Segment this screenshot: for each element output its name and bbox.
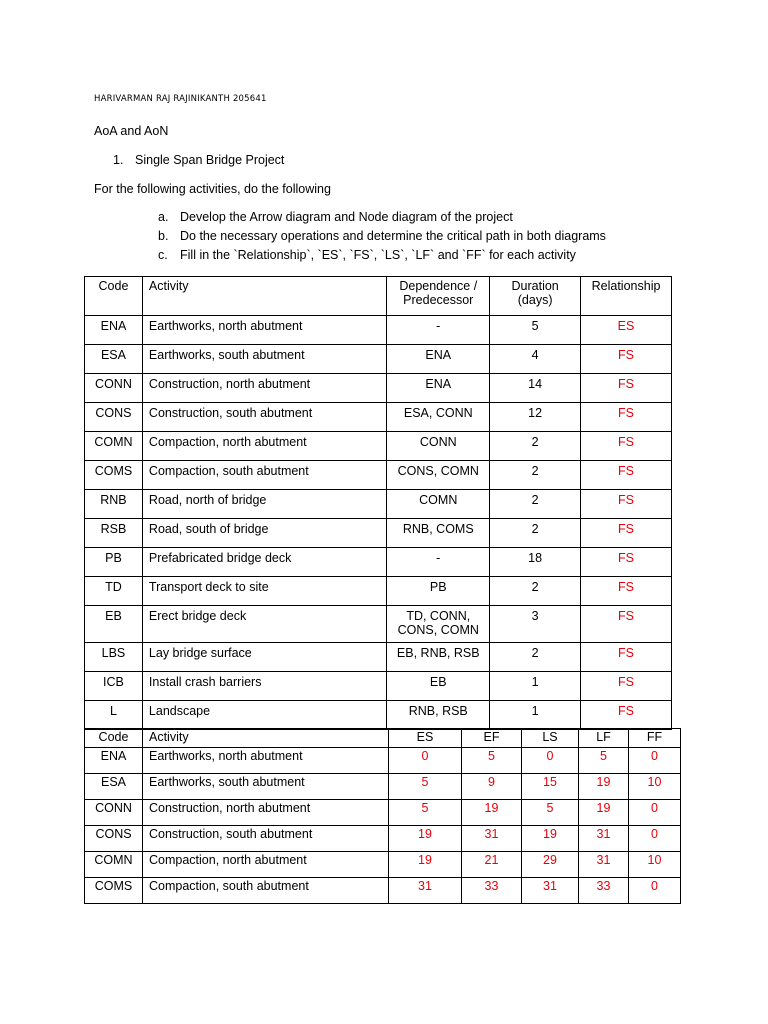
header-activity: Activity bbox=[142, 277, 386, 316]
cell-lf: 19 bbox=[579, 800, 629, 826]
table-row bbox=[85, 774, 681, 800]
cell-duration: 2 bbox=[490, 432, 581, 461]
dependence-line1: CONN bbox=[419, 435, 457, 449]
cell-lf: 31 bbox=[579, 826, 629, 852]
cell-dependence bbox=[387, 606, 490, 643]
activity-table bbox=[84, 276, 672, 730]
table-row bbox=[85, 643, 672, 672]
table-row bbox=[85, 548, 672, 577]
cell-ff: 10 bbox=[629, 774, 681, 800]
cell-lf: 31 bbox=[579, 852, 629, 878]
header-duration bbox=[490, 277, 581, 316]
cell-dependence bbox=[387, 403, 490, 432]
cell-duration: 1 bbox=[490, 701, 581, 730]
cell-activity: Prefabricated bridge deck bbox=[142, 548, 386, 577]
cell-activity: Earthworks, south abutment bbox=[142, 345, 386, 374]
dependence-line1: COMN bbox=[419, 493, 458, 507]
cell-code: ICB bbox=[85, 672, 143, 701]
table-row bbox=[85, 403, 672, 432]
cell-activity: Landscape bbox=[142, 701, 386, 730]
task-b bbox=[158, 229, 606, 243]
cell-code: ENA bbox=[85, 748, 143, 774]
cell-relationship: FS bbox=[581, 643, 672, 672]
header-duration-line2: (days) bbox=[517, 293, 553, 307]
task-text: Do the necessary operations and determine the critical path in both diagrams bbox=[180, 229, 606, 243]
item-number: 1. bbox=[113, 153, 124, 167]
cell-code: RSB bbox=[85, 519, 143, 548]
cell-duration: 3 bbox=[490, 606, 581, 643]
cell-code: CONS bbox=[85, 403, 143, 432]
cell-duration: 2 bbox=[490, 461, 581, 490]
cell-activity: Compaction, north abutment bbox=[142, 432, 386, 461]
header-code: Code bbox=[85, 729, 143, 748]
cell-activity: Transport deck to site bbox=[142, 577, 386, 606]
cell-relationship: FS bbox=[581, 461, 672, 490]
table-row bbox=[85, 826, 681, 852]
cell-ef: 21 bbox=[462, 852, 522, 878]
cell-duration: 2 bbox=[490, 519, 581, 548]
cell-code: ESA bbox=[85, 774, 143, 800]
cell-relationship: FS bbox=[581, 345, 672, 374]
cell-ef: 33 bbox=[462, 878, 522, 904]
cell-ef: 31 bbox=[462, 826, 522, 852]
table-row bbox=[85, 374, 672, 403]
header-activity: Activity bbox=[143, 729, 389, 748]
cell-relationship: FS bbox=[581, 374, 672, 403]
cell-es: 19 bbox=[389, 852, 462, 878]
table-row bbox=[85, 748, 681, 774]
cell-es: 31 bbox=[389, 878, 462, 904]
cell-dependence bbox=[387, 548, 490, 577]
cell-lf: 33 bbox=[579, 878, 629, 904]
cell-relationship: FS bbox=[581, 548, 672, 577]
cell-relationship: FS bbox=[581, 432, 672, 461]
dependence-line1: ESA, CONN bbox=[403, 406, 473, 420]
cell-duration: 1 bbox=[490, 672, 581, 701]
table-row bbox=[85, 316, 672, 345]
table-row bbox=[85, 606, 672, 643]
cell-ls: 15 bbox=[522, 774, 579, 800]
author-line: HARIVARMAN RAJ RAJINIKANTH 205641 bbox=[94, 94, 267, 104]
cell-duration: 4 bbox=[490, 345, 581, 374]
cell-code: CONS bbox=[85, 826, 143, 852]
cell-code: TD bbox=[85, 577, 143, 606]
table-row bbox=[85, 432, 672, 461]
header-lf: LF bbox=[579, 729, 629, 748]
cell-relationship: FS bbox=[581, 403, 672, 432]
cell-ff: 0 bbox=[629, 826, 681, 852]
cell-ls: 0 bbox=[522, 748, 579, 774]
header-ff: FF bbox=[629, 729, 681, 748]
header-dependence-line2: Predecessor bbox=[403, 293, 474, 307]
cell-duration: 2 bbox=[490, 577, 581, 606]
section-heading: AoA and AoN bbox=[94, 124, 169, 138]
cell-activity: Install crash barriers bbox=[142, 672, 386, 701]
dependence-line1: ENA bbox=[425, 377, 452, 391]
cell-dependence bbox=[387, 345, 490, 374]
header-code: Code bbox=[85, 277, 143, 316]
cell-activity: Construction, south abutment bbox=[142, 403, 386, 432]
table-header-row bbox=[85, 277, 672, 316]
cell-activity: Earthworks, north abutment bbox=[143, 748, 389, 774]
dependence-line1: - bbox=[436, 551, 441, 565]
cell-code: ESA bbox=[85, 345, 143, 374]
header-es: ES bbox=[389, 729, 462, 748]
schedule-table bbox=[84, 728, 681, 904]
cell-activity: Construction, north abutment bbox=[143, 800, 389, 826]
cell-lf: 5 bbox=[579, 748, 629, 774]
task-a bbox=[158, 210, 513, 224]
item-title: Single Span Bridge Project bbox=[135, 153, 285, 167]
table-row bbox=[85, 701, 672, 730]
table-header-row bbox=[85, 729, 681, 748]
cell-duration: 2 bbox=[490, 490, 581, 519]
cell-duration: 18 bbox=[490, 548, 581, 577]
table-row bbox=[85, 345, 672, 374]
cell-activity: Compaction, south abutment bbox=[143, 878, 389, 904]
cell-ef: 9 bbox=[462, 774, 522, 800]
cell-ef: 5 bbox=[462, 748, 522, 774]
cell-ls: 5 bbox=[522, 800, 579, 826]
dependence-line1: RNB, COMS bbox=[402, 522, 474, 536]
cell-ff: 0 bbox=[629, 748, 681, 774]
cell-ff: 10 bbox=[629, 852, 681, 878]
dependence-line1: EB, RNB, RSB bbox=[396, 646, 480, 660]
cell-dependence bbox=[387, 374, 490, 403]
cell-code: PB bbox=[85, 548, 143, 577]
cell-activity: Construction, south abutment bbox=[143, 826, 389, 852]
cell-code: CONN bbox=[85, 374, 143, 403]
cell-code: RNB bbox=[85, 490, 143, 519]
cell-code: COMS bbox=[85, 461, 143, 490]
cell-code: LBS bbox=[85, 643, 143, 672]
cell-dependence bbox=[387, 461, 490, 490]
cell-dependence bbox=[387, 577, 490, 606]
cell-duration: 12 bbox=[490, 403, 581, 432]
cell-code: COMN bbox=[85, 432, 143, 461]
task-text: Develop the Arrow diagram and Node diagram of the project bbox=[180, 210, 513, 224]
cell-ef: 19 bbox=[462, 800, 522, 826]
cell-code: COMN bbox=[85, 852, 143, 878]
table-row bbox=[85, 461, 672, 490]
cell-code: CONN bbox=[85, 800, 143, 826]
cell-dependence bbox=[387, 316, 490, 345]
cell-relationship: ES bbox=[581, 316, 672, 345]
cell-activity: Erect bridge deck bbox=[142, 606, 386, 643]
dependence-line1: EB bbox=[429, 675, 447, 689]
cell-ls: 19 bbox=[522, 826, 579, 852]
dependence-line1: TD, CONN, bbox=[406, 609, 471, 623]
cell-relationship: FS bbox=[581, 490, 672, 519]
cell-es: 0 bbox=[389, 748, 462, 774]
cell-relationship: FS bbox=[581, 701, 672, 730]
cell-code: ENA bbox=[85, 316, 143, 345]
task-marker: b. bbox=[158, 229, 169, 243]
header-duration-line1: Duration bbox=[511, 279, 559, 293]
cell-dependence bbox=[387, 490, 490, 519]
cell-code: L bbox=[85, 701, 143, 730]
task-c bbox=[158, 248, 576, 262]
numbered-item bbox=[113, 153, 284, 167]
cell-relationship: FS bbox=[581, 672, 672, 701]
table-row bbox=[85, 490, 672, 519]
table-row bbox=[85, 852, 681, 878]
table-row bbox=[85, 878, 681, 904]
cell-duration: 5 bbox=[490, 316, 581, 345]
cell-relationship: FS bbox=[581, 519, 672, 548]
cell-ls: 29 bbox=[522, 852, 579, 878]
table-row bbox=[85, 519, 672, 548]
cell-lf: 19 bbox=[579, 774, 629, 800]
dependence-line1: RNB, RSB bbox=[408, 704, 468, 718]
cell-ff: 0 bbox=[629, 800, 681, 826]
header-dependence bbox=[387, 277, 490, 316]
cell-activity: Construction, north abutment bbox=[142, 374, 386, 403]
cell-dependence bbox=[387, 432, 490, 461]
cell-activity: Earthworks, north abutment bbox=[142, 316, 386, 345]
cell-activity: Compaction, north abutment bbox=[143, 852, 389, 878]
task-text: Fill in the `Relationship`, `ES`, `FS`, `LS`, `LF` and `FF` for each activity bbox=[180, 248, 576, 262]
dependence-line1: PB bbox=[429, 580, 447, 594]
dependence-line1: CONS, COMN bbox=[397, 464, 479, 478]
cell-dependence bbox=[387, 643, 490, 672]
dependence-line1: - bbox=[436, 319, 441, 333]
task-marker: c. bbox=[158, 248, 168, 262]
cell-es: 5 bbox=[389, 800, 462, 826]
table-row bbox=[85, 800, 681, 826]
table-row bbox=[85, 577, 672, 606]
dependence-line1: ENA bbox=[425, 348, 452, 362]
header-ls: LS bbox=[522, 729, 579, 748]
task-marker: a. bbox=[158, 210, 169, 224]
intro-text: For the following activities, do the following bbox=[94, 182, 331, 196]
cell-ff: 0 bbox=[629, 878, 681, 904]
dependence-line2: CONS, COMN bbox=[397, 623, 479, 637]
cell-code: COMS bbox=[85, 878, 143, 904]
cell-ls: 31 bbox=[522, 878, 579, 904]
cell-activity: Lay bridge surface bbox=[142, 643, 386, 672]
cell-relationship: FS bbox=[581, 577, 672, 606]
cell-activity: Compaction, south abutment bbox=[142, 461, 386, 490]
table-row bbox=[85, 672, 672, 701]
cell-duration: 14 bbox=[490, 374, 581, 403]
header-relationship: Relationship bbox=[581, 277, 672, 316]
cell-es: 5 bbox=[389, 774, 462, 800]
cell-dependence bbox=[387, 701, 490, 730]
cell-relationship: FS bbox=[581, 606, 672, 643]
cell-code: EB bbox=[85, 606, 143, 643]
cell-duration: 2 bbox=[490, 643, 581, 672]
cell-dependence bbox=[387, 672, 490, 701]
cell-activity: Road, south of bridge bbox=[142, 519, 386, 548]
cell-dependence bbox=[387, 519, 490, 548]
cell-es: 19 bbox=[389, 826, 462, 852]
header-dependence-line1: Dependence / bbox=[399, 279, 478, 293]
cell-activity: Road, north of bridge bbox=[142, 490, 386, 519]
cell-activity: Earthworks, south abutment bbox=[143, 774, 389, 800]
header-ef: EF bbox=[462, 729, 522, 748]
